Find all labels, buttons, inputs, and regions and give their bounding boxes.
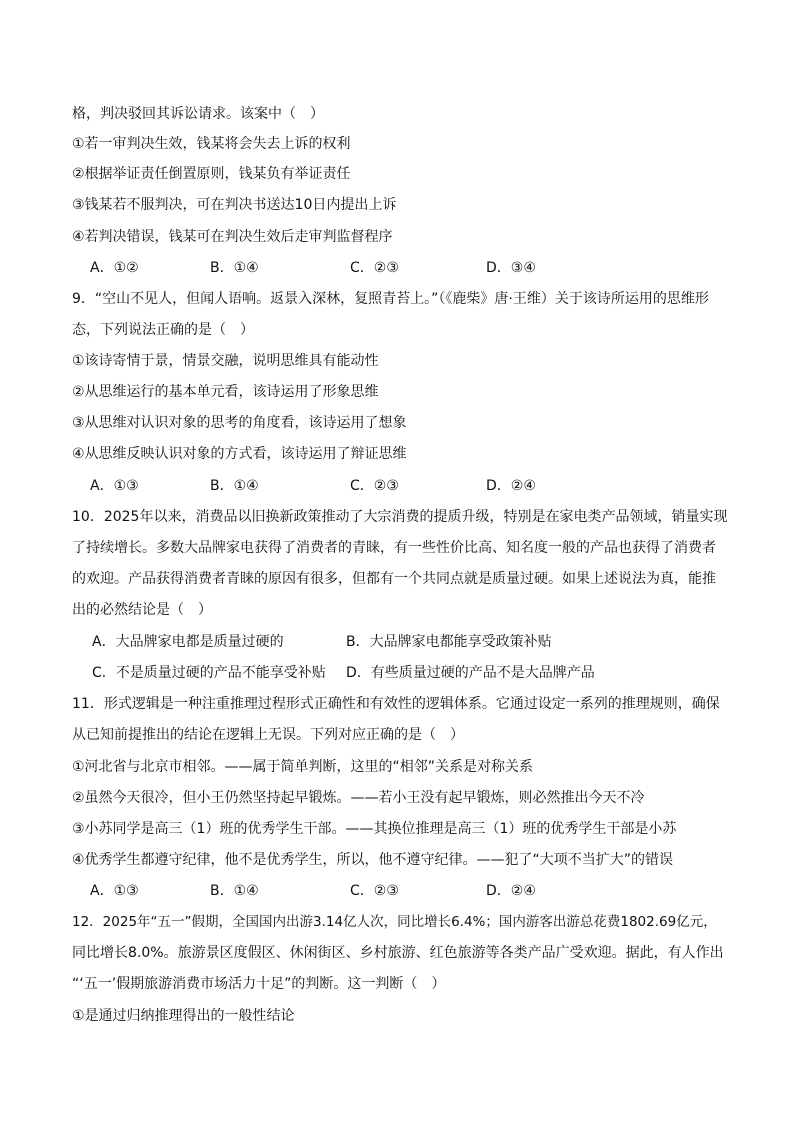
- q11-option-2: ②虽然今天很冷，但小王仍然坚持起早锻炼。——若小王没有起早锻炼，则必然推出今天不冷: [72, 790, 645, 806]
- q11-choice-c: C．②③: [350, 883, 399, 899]
- q11-option-1: ①河北省与北京市相邻。——属于简单判断，这里的“相邻”关系是对称关系: [72, 759, 534, 775]
- q10-choices-row-2: [92, 663, 732, 683]
- q9-option-1: ①该诗寄情于景，情景交融，说明思维具有能动性: [72, 353, 379, 369]
- q8-choice-d: D．③④: [486, 260, 536, 276]
- q9-choice-a: A．①③: [90, 478, 139, 494]
- q8-answer-choices: [90, 258, 710, 278]
- q10-stem-line-1: 10．2025年以来，消费品以旧换新政策推动了大宗消费的提质升级，特别是在家电类产品领域，销量实现: [72, 509, 728, 525]
- q11-choice-b: B．①④: [210, 883, 259, 899]
- q10-choice-b: B．大品牌家电都能享受政策补贴: [346, 634, 552, 650]
- q10-stem-line-4: 出的必然结论是（ ）: [72, 602, 212, 618]
- q10-choice-c: C．不是质量过硬的产品不能享受补贴: [92, 665, 326, 681]
- q9-choice-b: B．①④: [210, 478, 259, 494]
- q10-stem-line-3: 的欢迎。产品获得消费者青睐的原因有很多，但都有一个共同点就是质量过硬。如果上述说法为真，能推: [72, 571, 716, 587]
- q11-choice-d: D．②④: [486, 883, 536, 899]
- q12-option-1: ①是通过归纳推理得出的一般性结论: [72, 1008, 295, 1024]
- q10-choice-d: D．有些质量过硬的产品不是大品牌产品: [346, 665, 595, 681]
- q12-stem-line-1: 12．2025年“五一”假期，全国国内出游3.14亿人次，同比增长6.4%；国内游客出游总花费1802.69亿元，: [72, 914, 717, 930]
- q10-choice-a: A．大品牌家电都是质量过硬的: [92, 634, 284, 650]
- q9-option-2: ②从思维运行的基本单元看，该诗运用了形象思维: [72, 384, 379, 400]
- q8-option-2: ②根据举证责任倒置原则，钱某负有举证责任: [72, 166, 351, 182]
- q11-stem-line-1: 11．形式逻辑是一种注重推理过程形式正确性和有效性的逻辑体系。它通过设定一系列的推理规则，确保: [72, 696, 720, 712]
- q8-option-4: ④若判决错误，钱某可在判决生效后走审判监督程序: [72, 229, 393, 245]
- q8-option-1: ①若一审判决生效，钱某将会失去上诉的权利: [72, 136, 351, 152]
- q8-option-3: ③钱某若不服判决，可在判决书送达10日内提出上诉: [72, 197, 397, 213]
- q9-option-3: ③从思维对认识对象的思考的角度看，该诗运用了想象: [72, 415, 407, 431]
- q8-choice-b: B．①④: [210, 260, 259, 276]
- q12-stem-line-3: “‘五一’假期旅游消费市场活力十足”的判断。这一判断（ ）: [72, 976, 446, 992]
- q9-stem-line-1: 9．“空山不见人，但闻人语响。返景入深林，复照青苔上。”（《鹿柴》唐·王维）关于该诗所运用的思维形: [72, 291, 709, 307]
- q9-option-4: ④从思维反映认识对象的方式看，该诗运用了辩证思维: [72, 446, 407, 462]
- q10-stem-line-2: 了持续增长。多数大品牌家电获得了消费者的青睐，有一些性价比高、知名度一般的产品也获得了消费者: [72, 540, 716, 556]
- q10-choices-row-1: [92, 632, 732, 652]
- q9-choice-c: C．②③: [350, 478, 399, 494]
- q11-option-3: ③小苏同学是高三（1）班的优秀学生干部。——其换位推理是高三（1）班的优秀学生干部是小苏: [72, 821, 677, 837]
- q8-choice-c: C．②③: [350, 260, 399, 276]
- q11-answer-choices: [90, 881, 710, 901]
- q12-stem-line-2: 同比增长8.0%。旅游景区度假区、休闲街区、乡村旅游、红色旅游等各类产品广受欢迎。据此，有人作出: [72, 945, 724, 961]
- q9-stem-line-2: 态，下列说法正确的是（ ）: [72, 322, 254, 338]
- q9-answer-choices: [90, 476, 710, 496]
- q8-stem-end: 格，判决驳回其诉讼请求。该案中（ ）: [72, 106, 324, 122]
- q11-choice-a: A．①③: [90, 883, 139, 899]
- q11-stem-line-2: 从已知前提推出的结论在逻辑上无误。下列对应正确的是（ ）: [72, 727, 464, 743]
- q8-choice-a: A．①②: [90, 260, 139, 276]
- q9-choice-d: D．②④: [486, 478, 536, 494]
- q11-option-4: ④优秀学生都遵守纪律，他不是优秀学生，所以，他不遵守纪律。——犯了“大项不当扩大”的错误: [72, 852, 674, 868]
